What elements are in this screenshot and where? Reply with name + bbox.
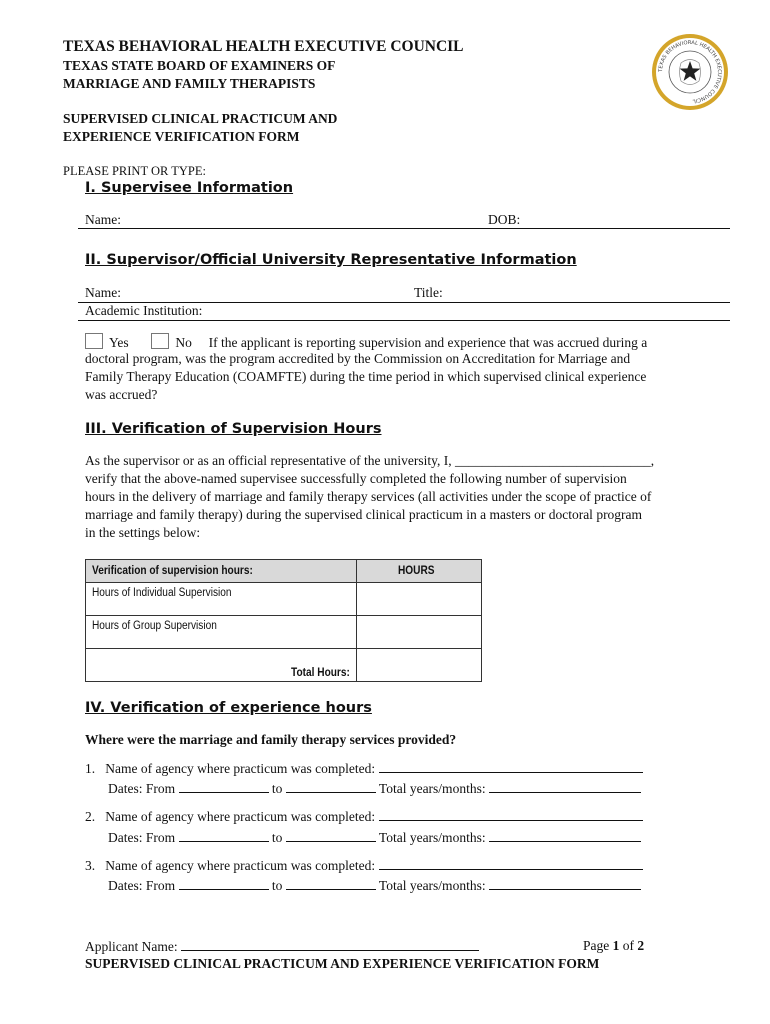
- coamfte-question-line-4: was accrued?: [85, 387, 158, 402]
- section-2-heading: II. Supervisor/Official University Representative Information: [85, 252, 577, 268]
- table-header-label: Verification of supervision hours:: [86, 560, 357, 583]
- table-row: [86, 616, 482, 649]
- verification-para-line-4: marriage and family therapy) during the supervised clinical practicum in a masters or doctoral program: [85, 507, 643, 522]
- agency-dates-3: [108, 877, 641, 894]
- total-years-label: Total years/months:: [378, 781, 486, 796]
- verification-para-line-3: hours in the delivery of marriage and family therapy services (all activities under the scope of practice of: [85, 489, 652, 504]
- entry-number: 2.: [85, 809, 96, 824]
- board-line-1: TEXAS STATE BOARD OF EXAMINERS OF: [63, 58, 336, 73]
- table-total-row: [86, 649, 482, 682]
- agency-name-label: Name of agency where practicum was completed:: [105, 858, 376, 873]
- yes-label: Yes: [109, 335, 129, 350]
- date-to-field[interactable]: [286, 829, 376, 842]
- section-1-heading: I. Supervisee Information: [85, 180, 294, 196]
- supervisee-line[interactable]: [78, 228, 730, 229]
- form-title-line-1: SUPERVISED CLINICAL PRACTICUM AND: [63, 111, 338, 126]
- group-supervision-hours-input[interactable]: [357, 616, 482, 649]
- agency-entry-3: [85, 857, 643, 874]
- page-prefix: Page: [583, 938, 610, 953]
- dates-to-label: to: [271, 781, 283, 796]
- supervision-hours-table: [85, 559, 482, 682]
- agency-name-field[interactable]: [379, 808, 643, 821]
- supervisee-name-label: Name:: [85, 212, 121, 227]
- verification-para-line-1: As the supervisor or as an official representative of the university, I, _____________________________,: [85, 453, 655, 468]
- date-from-field[interactable]: [179, 829, 269, 842]
- table-header-hours: HOURS: [357, 560, 482, 583]
- agency-name-field[interactable]: [379, 857, 643, 870]
- supervisee-dob-label: DOB:: [488, 212, 521, 227]
- form-title-line-2: EXPERIENCE VERIFICATION FORM: [63, 129, 300, 144]
- state-seal-logo: [650, 32, 730, 112]
- total-years-field[interactable]: [489, 780, 641, 793]
- verification-para-line-5: in the settings below:: [85, 525, 201, 540]
- date-to-field[interactable]: [286, 877, 376, 890]
- agency-entry-1: [85, 760, 643, 777]
- agency-dates-2: [108, 829, 641, 846]
- total-years-field[interactable]: [489, 829, 641, 842]
- entry-number: 1.: [85, 761, 96, 776]
- dates-to-label: to: [271, 878, 283, 893]
- agency-name-label: Name of agency where practicum was completed:: [105, 761, 376, 776]
- agency-title: TEXAS BEHAVIORAL HEALTH EXECUTIVE COUNCIL: [63, 38, 464, 55]
- coamfte-question-line-2: doctoral program, was the program accredited by the Commission on Accreditation for Marriage and: [85, 351, 631, 366]
- coamfte-question-row: [85, 333, 647, 351]
- verification-para-line-2: verify that the above-named supervisee successfully completed the following number of supervision: [85, 471, 627, 486]
- dates-from-label: Dates: From: [108, 878, 176, 893]
- table-row: [86, 583, 482, 616]
- total-hours-label: Total Hours:: [86, 649, 357, 682]
- page-indicator: [583, 938, 644, 954]
- no-checkbox[interactable]: [151, 333, 169, 349]
- supervisor-name-label: Name:: [85, 285, 121, 300]
- page-total: 2: [637, 938, 645, 953]
- date-from-field[interactable]: [179, 780, 269, 793]
- coamfte-question-line-3: Family Therapy Education (COAMFTE) during the time period in which supervised clinical experience: [85, 369, 647, 384]
- individual-supervision-hours-input[interactable]: [357, 583, 482, 616]
- date-to-field[interactable]: [286, 780, 376, 793]
- services-location-question: Where were the marriage and family therapy services provided?: [85, 732, 457, 747]
- total-years-label: Total years/months:: [378, 878, 486, 893]
- entry-number: 3.: [85, 858, 96, 873]
- seal-ring-text: TEXAS BEHAVIORAL HEALTH EXECUTIVE COUNCIL: [657, 39, 723, 104]
- date-from-field[interactable]: [179, 877, 269, 890]
- institution-label: Academic Institution:: [85, 303, 203, 318]
- individual-supervision-label: Hours of Individual Supervision: [86, 583, 357, 616]
- agency-name-label: Name of agency where practicum was completed:: [105, 809, 376, 824]
- section-4-heading: IV. Verification of experience hours: [85, 700, 372, 716]
- page-number: 1: [612, 938, 620, 953]
- applicant-name-label: Applicant Name:: [85, 939, 178, 954]
- applicant-name-row: [85, 938, 479, 955]
- applicant-name-field[interactable]: [181, 938, 479, 951]
- total-years-field[interactable]: [489, 877, 641, 890]
- print-instruction: PLEASE PRINT OR TYPE:: [63, 164, 206, 178]
- no-label: No: [175, 335, 192, 350]
- dates-to-label: to: [271, 830, 283, 845]
- page-of: of: [622, 938, 634, 953]
- dates-from-label: Dates: From: [108, 830, 176, 845]
- table-header-row: [86, 560, 482, 583]
- footer-form-name: SUPERVISED CLINICAL PRACTICUM AND EXPERIENCE VERIFICATION FORM: [85, 956, 600, 971]
- dates-from-label: Dates: From: [108, 781, 176, 796]
- agency-name-field[interactable]: [379, 760, 643, 773]
- total-years-label: Total years/months:: [378, 830, 486, 845]
- agency-dates-1: [108, 780, 641, 797]
- group-supervision-label: Hours of Group Supervision: [86, 616, 357, 649]
- agency-entry-2: [85, 808, 643, 825]
- board-line-2: MARRIAGE AND FAMILY THERAPISTS: [63, 76, 316, 91]
- section-3-heading: III. Verification of Supervision Hours: [85, 421, 382, 437]
- supervisor-title-label: Title:: [414, 285, 443, 300]
- institution-line[interactable]: [78, 320, 730, 321]
- coamfte-question-line-1: If the applicant is reporting supervision and experience that was accrued during a: [208, 335, 648, 350]
- total-hours-input[interactable]: [357, 649, 482, 682]
- yes-checkbox[interactable]: [85, 333, 103, 349]
